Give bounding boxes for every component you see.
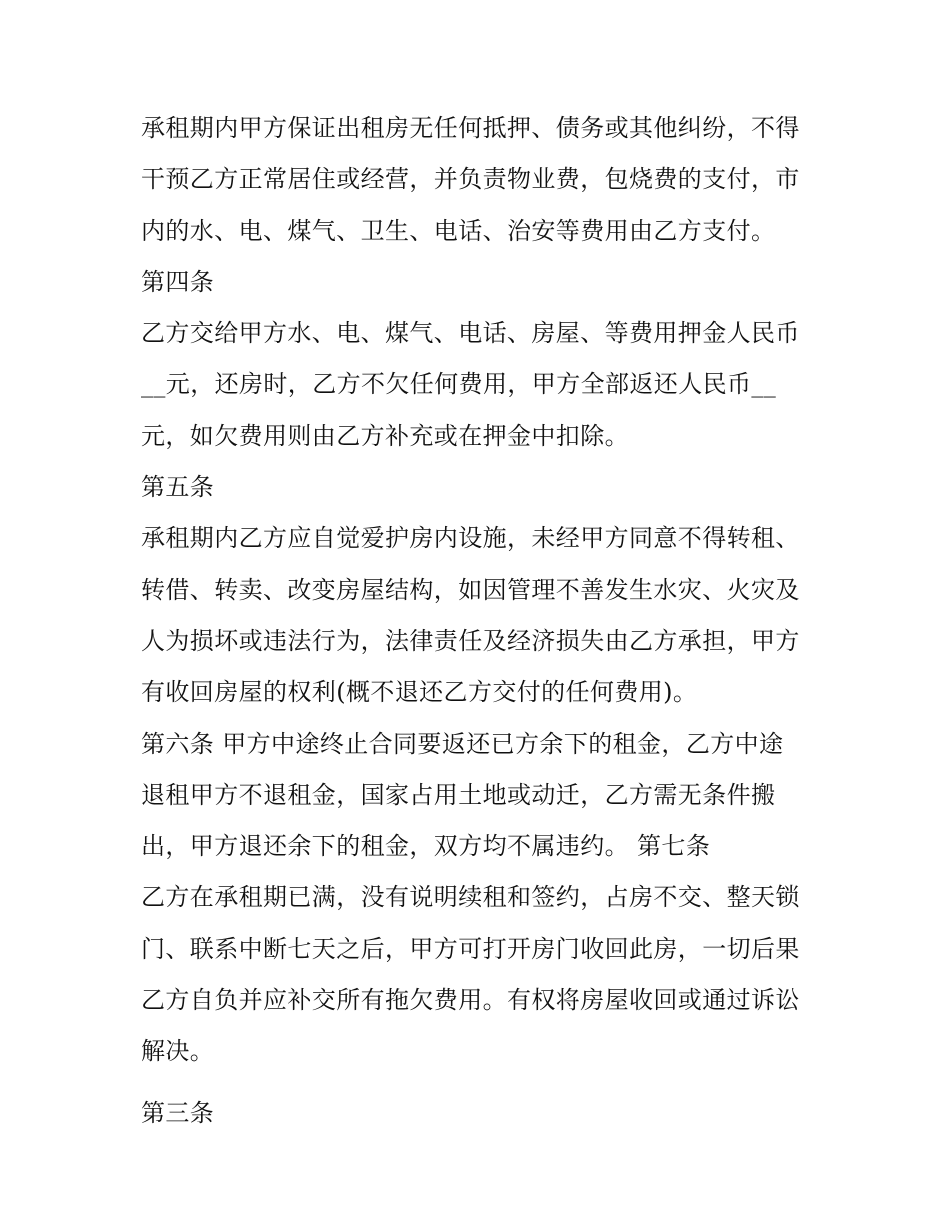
text-line: 内的水、电、煤气、卫生、电话、治安等费用由乙方支付。 bbox=[141, 216, 776, 245]
text-line: 第六条 甲方中途终止合同要返还已方余下的租金，乙方中途 bbox=[141, 729, 784, 758]
text-line: 乙方自负并应补交所有拖欠费用。有权将房屋收回或通过诉讼 bbox=[141, 986, 800, 1015]
text-line: 承租期内甲方保证出租房无任何抵押、债务或其他纠纷，不得 bbox=[141, 114, 800, 142]
text-line: 解决。 bbox=[141, 1037, 215, 1066]
text-line: 人为损坏或违法行为，法律责任及经济损失由乙方承担，甲方 bbox=[141, 626, 800, 655]
text-line: 转借、转卖、改变房屋结构，如因管理不善发生水灾、火灾及 bbox=[141, 575, 800, 604]
text-line: __元，还房时，乙方不欠任何费用，甲方全部返还人民币__ bbox=[141, 370, 777, 399]
text-line: 承租期内乙方应自觉爱护房内设施，未经甲方同意不得转租、 bbox=[141, 524, 800, 553]
text-line: 有收回房屋的权利(概不退还乙方交付的任何费用)。 bbox=[141, 678, 698, 707]
section-heading: 第三条 bbox=[141, 1098, 215, 1127]
text-line: 退租甲方不退租金，国家占用土地或动迁，乙方需无条件搬 bbox=[141, 780, 776, 809]
document-body bbox=[141, 103, 821, 1139]
text-line: 干预乙方正常居住或经营，并负责物业费，包烧费的支付，市 bbox=[141, 165, 800, 194]
text-line: 元，如欠费用则由乙方补充或在押金中扣除。 bbox=[141, 421, 629, 450]
section-heading: 第四条 bbox=[141, 267, 215, 296]
text-line: 乙方交给甲方水、电、煤气、电话、房屋、等费用押金人民币 bbox=[141, 319, 800, 348]
text-line: 出，甲方退还余下的租金，双方均不属违约。 第七条 bbox=[141, 832, 711, 861]
text-line: 门、联系中断七天之后，甲方可打开房门收回此房，一切后果 bbox=[141, 934, 800, 963]
text-line: 乙方在承租期已满，没有说明续租和签约，占房不交、整天锁 bbox=[141, 883, 800, 912]
section-heading: 第五条 bbox=[141, 473, 215, 502]
